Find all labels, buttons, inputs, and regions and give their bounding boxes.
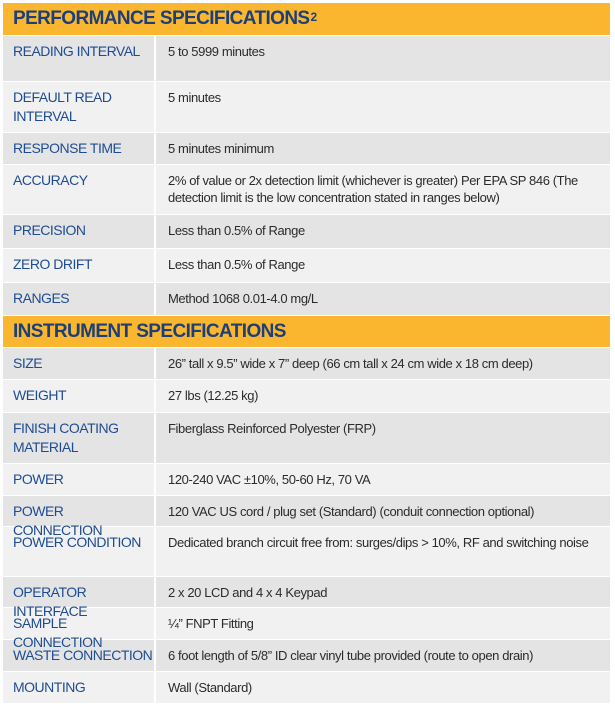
spec-value: 6 foot length of 5/8” ID clear vinyl tube provided (route to open drain) [168,648,534,663]
spec-label: MOUNTING [3,672,156,703]
spec-row-power-condition [3,527,610,577]
spec-value: 2 x 20 LCD and 4 x 4 Keypad [168,585,328,600]
spec-value: Less than 0.5% of Range [168,223,305,238]
spec-label: POWER CONDITION [3,527,156,576]
spec-row-finish-coating-material [3,413,610,464]
spec-value: ¼” FNPT Fitting [168,616,254,631]
spec-value: Wall (Standard) [168,680,252,695]
spec-value: 120-240 VAC ±10%, 50-60 Hz, 70 VA [168,472,371,487]
spec-label: WEIGHT [3,380,156,412]
footnote-marker: 2 [310,10,317,24]
spec-row-precision [3,215,610,249]
spec-label: ACCURACY [3,165,156,214]
spec-row-power-connection [3,496,610,538]
spec-value: Dedicated branch circuit free from: surges/dips > 10%, RF and switching noise [168,535,589,550]
performance-title: PERFORMANCE SPECIFICATIONS [13,8,310,29]
spec-value: 120 VAC US cord / plug set (Standard) (conduit connection optional) [168,504,535,519]
spec-value: Method 1068 0.01-4.0 mg/L [168,291,318,306]
spec-label: ZERO DRIFT [3,249,156,282]
spec-label: READING INTERVAL [3,36,156,81]
spec-label: PRECISION [3,215,156,248]
spec-row-default-read-interval [3,82,610,133]
performance-table [3,36,610,316]
instrument-specifications-header [3,316,610,348]
spec-row-size [3,348,610,380]
spec-row-zero-drift [3,249,610,283]
spec-label: OPERATOR INTERFACE [3,577,156,607]
performance-specifications-header [3,3,610,36]
spec-label: SIZE [3,348,156,379]
spec-row-weight [3,380,610,413]
spec-row-sample-connection [3,608,610,650]
spec-sheet [3,3,610,704]
spec-label: SAMPLE CONNECTION [3,608,156,639]
spec-value: 5 to 5999 minutes [168,44,265,59]
spec-value: Less than 0.5% of Range [168,257,305,272]
spec-label: RANGES [3,283,156,315]
spec-row-power [3,464,610,496]
spec-value: Fiberglass Reinforced Polyester (FRP) [168,421,376,436]
spec-row-reading-interval [3,36,610,82]
spec-value: 5 minutes minimum [168,141,274,156]
spec-label: WASTE CONNECTION [3,640,156,671]
spec-row-accuracy [3,165,610,215]
spec-label: POWER CONNECTION [3,496,156,526]
spec-label: POWER [3,464,156,495]
spec-row-operator-interface [3,577,610,619]
spec-label: DEFAULT READ INTERVAL [3,82,156,132]
spec-label: RESPONSE TIME [3,133,156,164]
spec-row-waste-connection [3,640,610,672]
instrument-title: INSTRUMENT SPECIFICATIONS [13,320,286,342]
spec-value: 26” tall x 9.5” wide x 7” deep (66 cm tall x 24 cm wide x 18 cm deep) [168,356,533,371]
instrument-table [3,348,610,704]
spec-row-mounting [3,672,610,704]
spec-label: FINISH COATING MATERIAL [3,413,156,463]
spec-value: 27 lbs (12.25 kg) [168,388,259,403]
spec-row-ranges [3,283,610,316]
spec-value: 5 minutes [168,90,221,105]
spec-row-response-time [3,133,610,165]
spec-value: 2% of value or 2x detection limit (whichever is greater) Per EPA SP 846 (The detection limit is the low concentration stated in ranges below) [168,173,578,205]
